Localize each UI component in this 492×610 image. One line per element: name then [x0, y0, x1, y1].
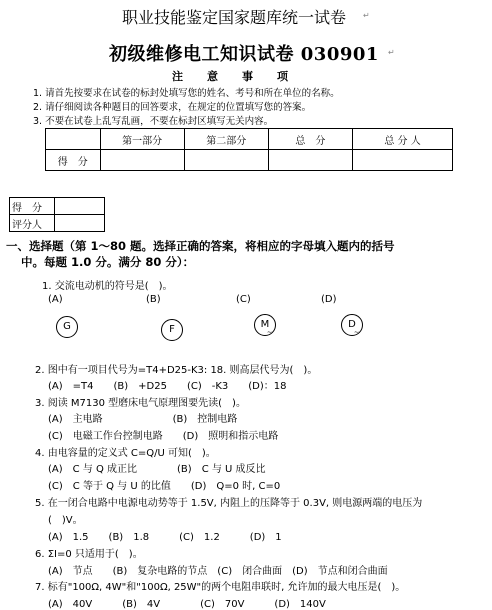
score-cell-part1[interactable]	[100, 150, 184, 171]
score-header-part1: 第一部分	[100, 129, 184, 150]
section-heading-line2: 中。每题 1.0 分。满分 80 分）：	[21, 255, 195, 269]
exam-series-title: 职业技能鉴定国家题库统一试卷	[122, 8, 347, 27]
score-cell-grader[interactable]	[353, 150, 453, 171]
section-score-table	[9, 197, 105, 232]
question-3: 3. 阅读 M7130 型磨床电气原理图要先读( )。	[35, 398, 246, 409]
ac-motor-symbol: M ~	[254, 314, 276, 336]
q1-option-b: (B)	[146, 294, 161, 305]
q4-options-2: (C) C 等于 Q 与 U 的比值 (D) Q=0 时, C=0	[48, 481, 281, 492]
exam-title: 初级维修电工知识试卷 030901	[109, 44, 379, 65]
q3-options-1: (A) 主电路 (B) 控制电路	[48, 414, 238, 425]
section-grader-cell[interactable]	[55, 215, 105, 232]
question-5-cont: ( )V。	[48, 515, 83, 526]
q1-option-c: (C)	[236, 294, 251, 305]
section-heading-line1: 一、选择题（第 1～80 题。选择正确的答案，将相应的字母填入题内的括号	[6, 239, 395, 253]
q5-options: (A) 1.5 (B) 1.8 (C) 1.2 (D) 1	[48, 532, 282, 543]
score-table	[45, 128, 453, 171]
score-header-grader: 总 分 人	[353, 129, 453, 150]
score-header-total: 总 分	[268, 129, 352, 150]
score-row-label: 得 分	[46, 150, 101, 171]
question-7: 7. 标有"100Ω, 4W"和"100Ω, 25W"的两个电阻串联时, 允许加的最大电压是( )。	[35, 582, 406, 593]
instruction-3: 3. 不要在试卷上乱写乱画，不要在标封区填写无关内容。	[33, 116, 274, 127]
instruction-2: 2. 请仔细阅读各种题目的回答要求，在规定的位置填写您的答案。	[33, 102, 312, 113]
score-cell-total[interactable]	[268, 150, 352, 171]
q1-option-d: (D)	[321, 294, 337, 305]
q4-options-1: (A) C 与 Q 成正比 (B) C 与 U 成反比	[48, 464, 266, 475]
generator-symbol: G	[56, 316, 78, 338]
instruction-1: 1. 请首先按要求在试卷的标封处填写您的姓名、考号和所在单位的名称。	[33, 88, 340, 99]
d-symbol: D ~	[341, 314, 363, 336]
section-grader-label: 评分人	[10, 215, 55, 232]
q7-options: (A) 40V (B) 4V (C) 70V (D) 140V	[48, 599, 326, 610]
score-cell-part2[interactable]	[184, 150, 268, 171]
section-score-label: 得 分	[10, 198, 55, 215]
f-symbol: F	[161, 319, 183, 341]
question-4: 4. 由电容量的定义式 C=Q/U 可知( )。	[35, 448, 216, 459]
question-2: 2. 图中有一项目代号为=T4+D25-K3: 18. 则高层代号为( )。	[35, 365, 318, 376]
question-1: 1. 交流电动机的符号是( )。	[42, 281, 173, 292]
score-header-blank	[46, 129, 101, 150]
notice-heading: 注意事项	[172, 70, 312, 83]
question-6: 6. ΣI=0 只适用于( )。	[35, 549, 143, 560]
question-5: 5. 在一闭合电路中电源电动势等于 1.5V, 内阻上的压降等于 0.3V, 则电源两端的电压为	[35, 498, 423, 509]
score-header-part2: 第二部分	[184, 129, 268, 150]
q1-option-a: (A)	[48, 294, 63, 305]
q6-options: (A) 节点 (B) 复杂电路的节点 (C) 闭合曲面 (D) 节点和闭合曲面	[48, 566, 388, 577]
q3-options-2: (C) 电磁工作台控制电路 (D) 照明和指示电路	[48, 431, 279, 442]
q2-options: (A) =T4 (B) +D25 (C) -K3 (D)：18	[48, 381, 287, 392]
paragraph-mark: ↵	[363, 11, 370, 20]
section-score-cell[interactable]	[55, 198, 105, 215]
paragraph-mark: ↵	[388, 48, 395, 57]
